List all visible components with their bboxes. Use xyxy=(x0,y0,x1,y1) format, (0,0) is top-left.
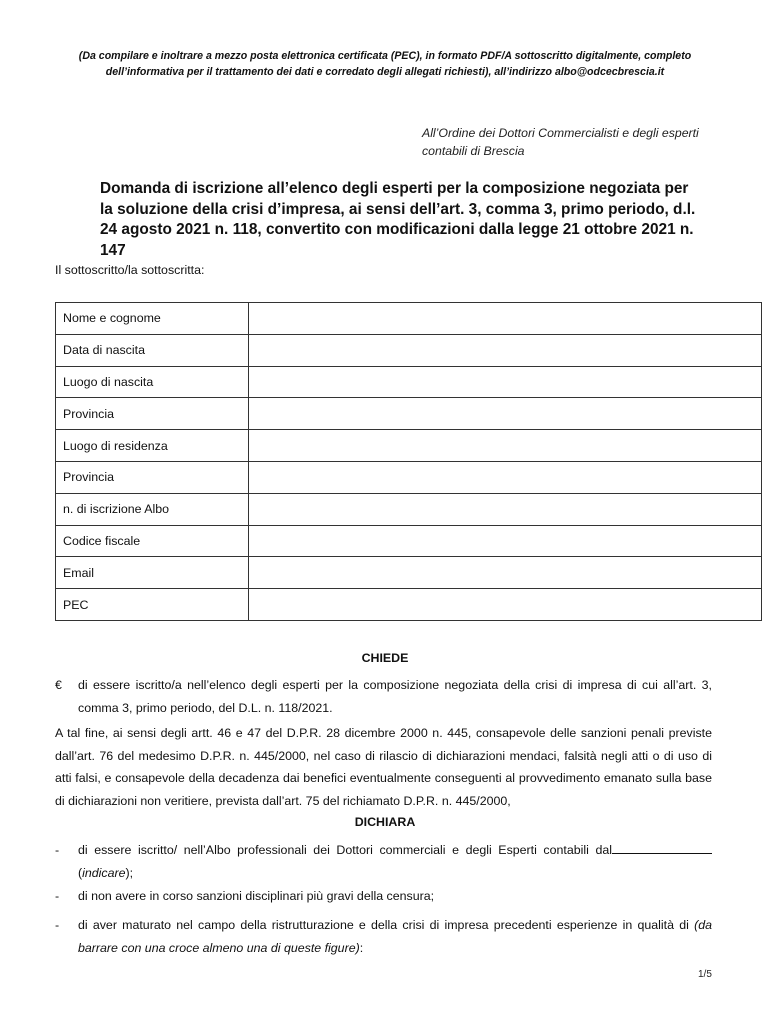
chiede-item xyxy=(55,674,712,719)
dichiara-item-3-end: : xyxy=(359,940,364,955)
page-number: 1/5 xyxy=(698,969,712,980)
field-label: Codice fiscale xyxy=(56,525,249,557)
document-title: Domanda di iscrizione all’elenco degli esperti per la composizione negoziata per la soluzione della crisi d’impresa, ai sensi dell’art. 3, comma 3, primo periodo, d.l. 24 agosto 2021 n. 118, convertito con modificazioni dalla legge 21 ottobre 2021 n. 147 xyxy=(100,180,696,259)
table-row xyxy=(56,366,762,398)
date-blank-field[interactable] xyxy=(612,841,712,854)
dichiara-item-3-text: di aver maturato nel campo della ristrutturazione e della crisi di impresa precedenti esperienze in qualità di xyxy=(78,918,689,932)
table-row xyxy=(56,557,762,589)
field-label: Provincia xyxy=(56,461,249,493)
dichiara-item-1-end: ); xyxy=(125,865,134,880)
field-value[interactable] xyxy=(249,303,762,335)
dichiara-item-1: - di essere iscritto/ nell’Albo professionali dei Dottori commerciali e degli Esperti contabili dal (indicare); xyxy=(55,839,712,884)
field-value[interactable] xyxy=(249,493,762,525)
field-value[interactable] xyxy=(249,525,762,557)
field-label: Luogo di residenza xyxy=(56,430,249,462)
table-row xyxy=(56,303,762,335)
indicare-note: indicare xyxy=(82,865,126,880)
field-value[interactable] xyxy=(249,589,762,621)
table-row xyxy=(56,461,762,493)
dash-bullet: - xyxy=(55,843,60,857)
field-label: Nome e cognome xyxy=(56,303,249,335)
dichiara-item-2-text: di non avere in corso sanzioni disciplinari più gravi della censura; xyxy=(78,889,435,903)
field-label: n. di iscrizione Albo xyxy=(56,493,249,525)
recipient-address: All’Ordine dei Dottori Commercialisti e degli esperti contabili di Brescia xyxy=(422,126,699,158)
table-row xyxy=(56,334,762,366)
header-note: (Da compilare e inoltrare a mezzo posta elettronica certificata (PEC), in formato PDF/A sottoscritto digitalmente, completo dell’informativa per il trattamento dei dati e corredato degli allegati richiesti), all’indirizzo albo@odcecbrescia.it xyxy=(78,50,692,78)
field-label: Luogo di nascita xyxy=(56,366,249,398)
field-value[interactable] xyxy=(249,334,762,366)
chiede-heading: CHIEDE xyxy=(361,651,409,665)
dichiara-item-1-text: di essere iscritto/ nell’Albo professionali dei Dottori commerciali e degli Esperti contabili dal xyxy=(78,843,612,857)
euro-bullet-icon: € xyxy=(55,678,62,692)
table-row xyxy=(56,493,762,525)
dash-bullet: - xyxy=(55,889,60,903)
field-value[interactable] xyxy=(249,430,762,462)
dash-bullet: - xyxy=(55,918,60,932)
dichiara-item-3-italic: (da barrare con una croce almeno una di queste figure) xyxy=(78,918,712,955)
field-value[interactable] xyxy=(249,461,762,493)
field-value[interactable] xyxy=(249,557,762,589)
dichiara-item-2 xyxy=(55,885,712,908)
table-row xyxy=(56,398,762,430)
field-label: PEC xyxy=(56,589,249,621)
intro-text: Il sottoscritto/la sottoscritta: xyxy=(55,263,205,277)
chiede-item-text: di essere iscritto/a nell’elenco degli esperti per la composizione negoziata della crisi di impresa di cui all’art. 3, comma 3, primo periodo, del D.L. n. 118/2021. xyxy=(78,678,712,715)
table-row xyxy=(56,589,762,621)
field-value[interactable] xyxy=(249,366,762,398)
personal-data-table xyxy=(55,302,762,621)
dichiara-item-3 xyxy=(55,914,712,959)
declaration-paragraph: A tal fine, ai sensi degli artt. 46 e 47 del D.P.R. 28 dicembre 2000 n. 445, consapevole delle sanzioni penali previste dall’art. 76 del medesimo D.P.R. n. 445/2000, nel caso di rilascio di dichiarazioni mendaci, falsità negli atti o di uso di atti falsi, e consapevole della decadenza dai benefici eventualmente conseguenti al provvedimento emanato sulla base di dichiarazioni non veritiere, prevista dall’art. 75 del richiamato D.P.R. n. 445/2000, xyxy=(55,726,712,808)
field-value[interactable] xyxy=(249,398,762,430)
field-label: Data di nascita xyxy=(56,334,249,366)
table-row xyxy=(56,430,762,462)
table-row xyxy=(56,525,762,557)
field-label: Email xyxy=(56,557,249,589)
dichiara-heading: DICHIARA xyxy=(354,815,416,829)
field-label: Provincia xyxy=(56,398,249,430)
